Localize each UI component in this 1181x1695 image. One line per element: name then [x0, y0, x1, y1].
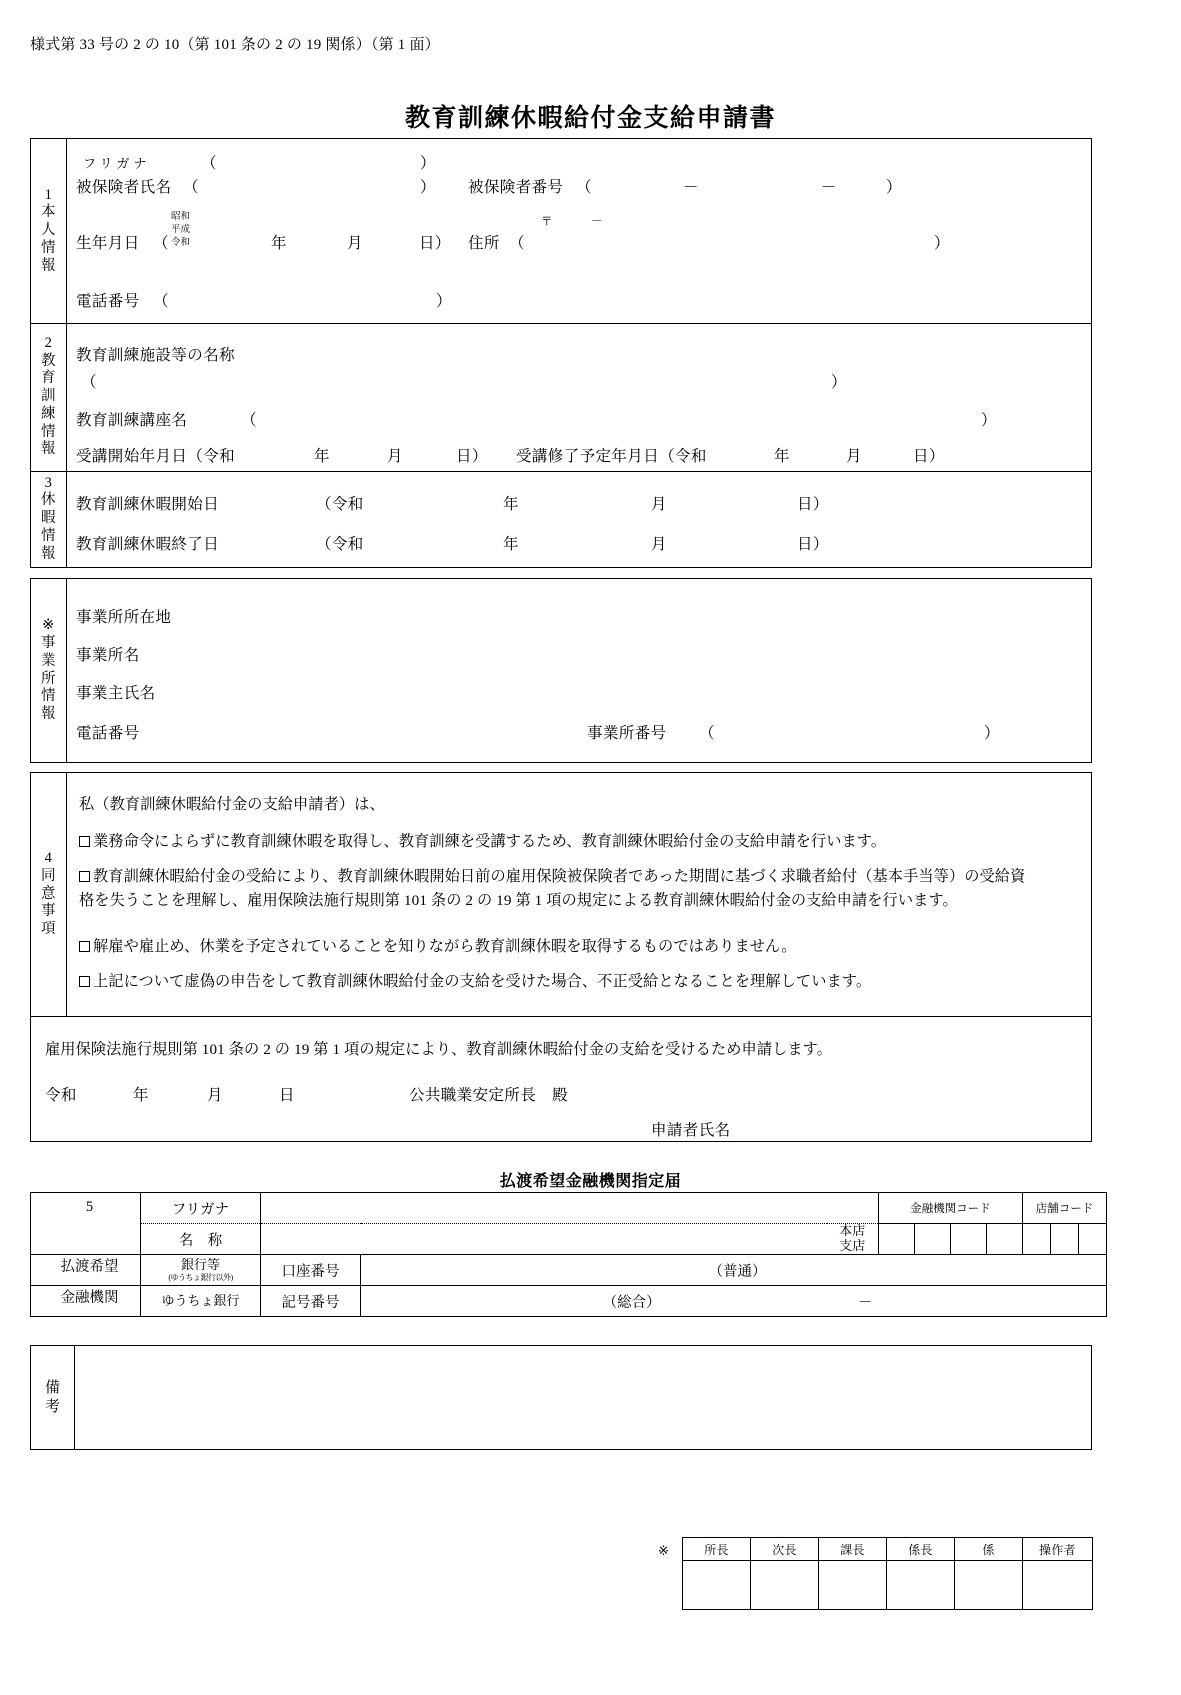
facility-name-label: 教育訓練施設等の名称	[76, 347, 236, 364]
consent-item-2-text: 教育訓練休暇給付金の受給により、教育訓練休暇開始日前の雇用保険被保険者であった期間に基づく求職者給付（基本手当等）の受給資格を失うことを理解し、雇用保険法施行規則第 101 条の 2 の 19 第 1 項の規定による教育訓練休暇給付金の支給申請を行います。	[79, 868, 1026, 909]
course-open-paren: （	[241, 412, 257, 429]
office-name-input[interactable]	[231, 643, 1031, 663]
bank-name-input[interactable]	[261, 1224, 827, 1255]
table-row	[31, 1224, 1107, 1255]
office-section-label: ※ 事 業 所 情 報	[31, 579, 67, 762]
stamp-header-shocho: 所長	[683, 1538, 751, 1561]
leave-start-day: 日）	[797, 496, 829, 513]
office-number-label: 事業所番号	[587, 725, 667, 742]
account-type-general: （総合）	[602, 1294, 661, 1311]
applicant-name-label: 申請者氏名	[651, 1122, 731, 1139]
insured-number-close-paren: ）	[886, 179, 902, 196]
bank-branch-type[interactable]	[827, 1224, 879, 1255]
birth-year-label: 年	[271, 235, 287, 252]
bank-code-digit-2[interactable]	[915, 1224, 951, 1255]
insured-number-open-paren: （	[576, 179, 592, 196]
era-options[interactable]	[171, 211, 190, 250]
consent-item-4-text: 上記について虚偽の申告をして教育訓練休暇給付金の支給を受けた場合、不正受給となることを理解しています。	[93, 973, 872, 990]
stamp-cell-kacho[interactable]	[819, 1561, 887, 1610]
address-open-paren: （	[509, 235, 525, 252]
furigana-open-paren: （	[201, 155, 217, 172]
birthdate-label: 生年月日	[76, 235, 140, 252]
era-reiwa[interactable]: 令和	[171, 238, 191, 249]
course-close-paren: ）	[981, 412, 997, 429]
office-number-input[interactable]	[717, 721, 979, 741]
branch-code-digit-2[interactable]	[1051, 1224, 1079, 1255]
stamp-header-kakari: 係	[955, 1538, 1023, 1561]
bank-label-line2: 払渡希望	[60, 1259, 119, 1275]
leave-start-label: 教育訓練休暇開始日	[76, 496, 220, 513]
insured-name-open-paren: （	[183, 179, 199, 196]
stamp-cell-kakaricho[interactable]	[887, 1561, 955, 1610]
era-showa[interactable]: 昭和	[171, 212, 191, 222]
telephone-open-paren: （	[153, 293, 169, 310]
bank-code-digit-4[interactable]	[987, 1224, 1023, 1255]
leave-start-month: 月	[651, 496, 667, 513]
consent-item-3-text: 解雇や雇止め、休業を予定されていることを知りながら教育訓練休暇を取得するものではありません。	[93, 938, 797, 955]
remarks-input[interactable]	[75, 1346, 1091, 1449]
section-2-3-divider	[31, 471, 1091, 472]
facility-open-paren: （	[81, 374, 97, 391]
office-address-label: 事業所所在地	[76, 609, 172, 626]
declaration-day: 日	[279, 1087, 295, 1104]
stamp-cell-kakari[interactable]	[955, 1561, 1023, 1610]
page-title: 教育訓練休暇給付金支給申請書	[404, 105, 776, 132]
office-info-box	[30, 578, 1092, 763]
section2-label: 2 教 育 訓 練 情 報	[31, 323, 67, 471]
stamp-header-kakaricho: 係長	[887, 1538, 955, 1561]
account-number-label: 口座番号	[261, 1255, 361, 1286]
branch-code-digit-1[interactable]	[1023, 1224, 1051, 1255]
bank-label-line1: 5	[85, 1199, 94, 1215]
insured-number-input[interactable]	[593, 175, 883, 195]
office-number-close-paren: ）	[984, 725, 1000, 742]
course-start-day: 日）	[456, 448, 488, 465]
bank-code-header: 金融機関コード	[879, 1193, 1023, 1224]
consent-checkbox-1[interactable]	[79, 836, 90, 847]
bank-designation-table	[30, 1192, 1107, 1317]
office-tel-label: 電話番号	[76, 725, 140, 742]
course-end-label: 受講修了予定年月日（令和	[516, 448, 707, 465]
course-end-month: 月	[846, 448, 862, 465]
address-close-paren: ）	[934, 235, 950, 252]
furigana-close-paren: ）	[420, 155, 436, 172]
furigana-input[interactable]	[219, 151, 415, 171]
bank-section-label-cell	[31, 1193, 141, 1255]
account-type-ordinary: （普通）	[708, 1263, 767, 1280]
bank-section-title: 払渡希望金融機関指定届	[499, 1173, 682, 1190]
leave-end-era: （令和	[316, 536, 364, 553]
bank-code-digit-1[interactable]	[879, 1224, 915, 1255]
consent-checkbox-4[interactable]	[79, 976, 90, 987]
address-label: 住所	[468, 235, 500, 252]
stamp-asterisk: ※	[658, 1543, 669, 1558]
consent-declaration-divider	[31, 1016, 1091, 1017]
birthdate-open-paren: （	[153, 235, 169, 252]
course-name-input[interactable]	[259, 408, 977, 428]
branch-office[interactable]: 支店	[839, 1238, 866, 1253]
consent-item-1[interactable]	[79, 830, 1069, 854]
telephone-close-paren: ）	[436, 293, 452, 310]
facility-close-paren: ）	[831, 374, 847, 391]
leave-end-label: 教育訓練休暇終了日	[76, 536, 220, 553]
leave-end-month: 月	[651, 536, 667, 553]
applicant-name-input[interactable]	[761, 1118, 1061, 1138]
facility-name-input[interactable]	[99, 370, 825, 390]
birth-month-label: 月	[347, 235, 363, 252]
employer-name-input[interactable]	[231, 681, 1031, 701]
stamp-header-sousasha: 操作者	[1023, 1538, 1093, 1561]
leave-start-year: 年	[503, 496, 519, 513]
table-row	[683, 1561, 1093, 1610]
era-heisei[interactable]: 平成	[171, 225, 191, 236]
branch-head-office[interactable]: 本店	[839, 1223, 866, 1239]
form-number: 様式第 33 号の 2 の 10（第 101 条の 2 の 19 関係）（第 1 面）	[30, 37, 440, 53]
leave-end-day: 日）	[797, 536, 829, 553]
address-input[interactable]	[528, 231, 928, 251]
consent-lead-text: 私（教育訓練休暇給付金の支給申請者）は、	[79, 796, 385, 813]
section-1-2-divider	[31, 323, 1091, 324]
course-start-label: 受講開始年月日（令和	[76, 448, 236, 465]
section1-label: 1 本 人 情 報	[31, 139, 67, 323]
consent-and-declaration-box	[30, 772, 1092, 1142]
bank-type-sub: (ゆうちょ銀行以外)	[168, 1272, 233, 1282]
postal-dash: －	[591, 216, 603, 228]
table-row	[683, 1538, 1093, 1561]
insured-number-dash-2: －	[821, 179, 837, 196]
insured-number-label: 被保険者番号	[468, 179, 564, 196]
bank-type-label	[141, 1255, 261, 1286]
stamp-cell-jicho[interactable]	[751, 1561, 819, 1610]
stamp-cell-sousasha[interactable]	[1023, 1561, 1093, 1610]
consent-checkbox-2[interactable]	[79, 871, 90, 882]
consent-item-1-text: 業務命令によらずに教育訓練休暇を取得し、教育訓練を受講するため、教育訓練休暇給付金の支給申請を行います。	[93, 833, 887, 850]
course-start-month: 月	[387, 448, 403, 465]
telephone-label: 電話番号	[76, 293, 140, 310]
declaration-year: 年	[133, 1087, 149, 1104]
postal-mark: 〒	[541, 216, 553, 228]
employer-name-label: 事業主氏名	[76, 685, 156, 702]
course-start-year: 年	[314, 448, 330, 465]
yucho-label: ゆうちょ銀行	[141, 1286, 261, 1317]
official-stamp-table	[682, 1537, 1093, 1610]
symbol-number-label: 記号番号	[261, 1286, 361, 1317]
declaration-text: 雇用保険法施行規則第 101 条の 2 の 19 第 1 項の規定により、教育訓練休暇給付金の支給を受けるため申請します。	[45, 1041, 833, 1058]
stamp-header-jicho: 次長	[751, 1538, 819, 1561]
office-name-label: 事業所名	[76, 647, 140, 664]
sections-1-3-box	[30, 138, 1092, 568]
declaration-addressee: 公共職業安定所長 殿	[409, 1087, 569, 1104]
stamp-header-kacho: 課長	[819, 1538, 887, 1561]
table-row	[31, 1286, 1107, 1317]
insured-name-input[interactable]	[201, 175, 416, 195]
insured-number-dash-1: －	[683, 179, 699, 196]
branch-code-header: 店舗コード	[1023, 1193, 1107, 1224]
telephone-input[interactable]	[171, 289, 431, 309]
leave-end-year: 年	[503, 536, 519, 553]
symbol-number-cell[interactable]	[361, 1286, 1107, 1317]
bank-type-main: 銀行等	[180, 1256, 220, 1272]
office-address-input[interactable]	[231, 605, 1031, 625]
remarks-box	[30, 1345, 1092, 1450]
course-name-label: 教育訓練講座名	[76, 412, 188, 429]
bank-label-line3: 金融機関	[60, 1290, 119, 1306]
account-number-cell[interactable]	[361, 1255, 1107, 1286]
consent-checkbox-3[interactable]	[79, 941, 90, 952]
remarks-label: 備 考	[31, 1346, 75, 1449]
bank-section-label-cell-3	[31, 1286, 141, 1317]
furigana-label: フリガナ	[83, 156, 151, 171]
symbol-number-dash: －	[857, 1294, 873, 1311]
bank-section-label-cell-2	[31, 1255, 141, 1286]
insured-name-close-paren: ）	[420, 179, 436, 196]
course-end-year: 年	[774, 448, 790, 465]
declaration-month: 月	[207, 1087, 223, 1104]
branch-code-digit-3[interactable]	[1079, 1224, 1107, 1255]
bank-furigana-input[interactable]	[261, 1193, 879, 1224]
bank-code-digit-3[interactable]	[951, 1224, 987, 1255]
consent-item-3[interactable]	[79, 935, 1069, 959]
consent-item-2[interactable]	[79, 865, 1039, 912]
section4-label: 4 同 意 事 項	[31, 773, 67, 1016]
table-row	[31, 1193, 1107, 1224]
office-tel-input[interactable]	[231, 721, 561, 741]
bank-name-label: 名 称	[141, 1224, 261, 1255]
bank-furigana-label: フリガナ	[141, 1193, 261, 1224]
stamp-cell-shocho[interactable]	[683, 1561, 751, 1610]
insured-name-label: 被保険者氏名	[76, 179, 172, 196]
declaration-era: 令和	[45, 1087, 77, 1104]
course-end-day: 日）	[913, 448, 945, 465]
birth-day-label: 日）	[419, 235, 451, 252]
table-row	[31, 1255, 1107, 1286]
office-number-open-paren: （	[699, 725, 715, 742]
consent-item-4[interactable]	[79, 970, 1069, 994]
section3-label: 3 休 暇 情 報	[31, 471, 67, 567]
leave-start-era: （令和	[316, 496, 364, 513]
